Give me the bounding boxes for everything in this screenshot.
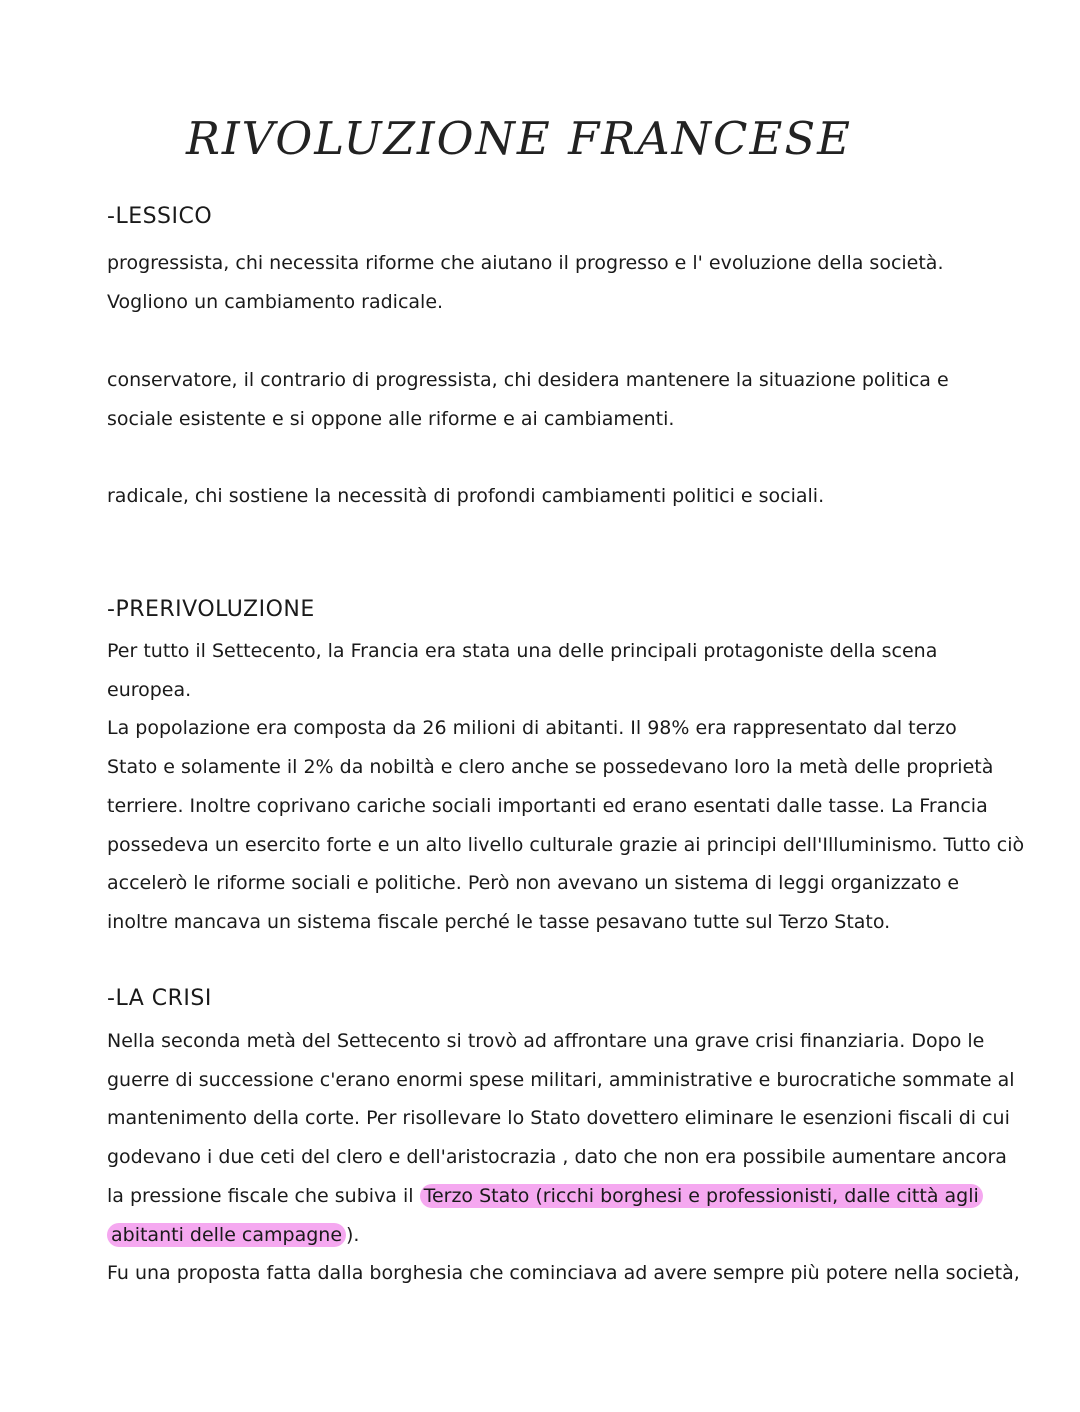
text-line: accelerò le riforme sociali e politiche. Però non avevano un sistema di leggi organizzato e bbox=[107, 872, 960, 895]
text-line: sociale esistente e si oppone alle riforme e ai cambiamenti. bbox=[107, 407, 675, 430]
paragraph-prerivoluzione bbox=[107, 632, 1025, 942]
text-line: godevano i due ceti del clero e dell'aristocrazia , dato che non era possibile aumentare ancora bbox=[107, 1146, 1007, 1169]
paragraph-crisi bbox=[107, 1022, 1020, 1293]
text-line: inoltre mancava un sistema fiscale perché le tasse pesavano tutte sul Terzo Stato. bbox=[107, 910, 891, 933]
paragraph-progressista bbox=[107, 244, 977, 321]
text-plain: la pressione fiscale che subiva il bbox=[107, 1184, 414, 1207]
text-line: Nella seconda metà del Settecento si trovò ad affrontare una grave crisi finanziaria. Dopo le bbox=[107, 1030, 985, 1052]
highlighted-text: abitanti delle campagne bbox=[107, 1223, 346, 1247]
text-line bbox=[107, 1216, 977, 1255]
paragraph-radicale bbox=[107, 477, 977, 516]
text-plain: ). bbox=[346, 1223, 360, 1246]
paragraph-conservatore bbox=[107, 361, 977, 438]
section-heading-lessico: -LESSICO bbox=[107, 204, 213, 229]
text-line bbox=[107, 1177, 977, 1216]
text-line: terriere. Inoltre coprivano cariche sociali importanti ed erano esentati dalle tasse. La Francia bbox=[107, 794, 988, 817]
section-heading-crisi: -LA CRISI bbox=[107, 986, 212, 1011]
highlighted-text: Terzo Stato (ricchi borghesi e professionisti, dalle città agli bbox=[420, 1184, 983, 1208]
text-line: mantenimento della corte. Per risollevare lo Stato dovettero eliminare le esenzioni fiscali di cui bbox=[107, 1107, 1010, 1130]
text-line: La popolazione era composta da 26 milioni di abitanti. Il 98% era rappresentato dal terzo bbox=[107, 717, 957, 740]
text-line: guerre di successione c'erano enormi spese militari, amministrative e burocratiche sommate al bbox=[107, 1068, 1015, 1091]
text-line: europea. bbox=[107, 678, 192, 701]
page-title: RIVOLUZIONE FRANCESE bbox=[186, 112, 853, 165]
text-line: progressista, chi necessita riforme che aiutano il progresso e l' evoluzione della società. bbox=[107, 252, 944, 274]
text-line: Fu una proposta fatta dalla borghesia che cominciava ad avere sempre più potere nella società, bbox=[107, 1262, 1020, 1285]
text-line: Per tutto il Settecento, la Francia era stata una delle principali protagoniste della scena bbox=[107, 640, 938, 662]
text-line: Stato e solamente il 2% da nobiltà e clero anche se possedevano loro la metà delle proprietà bbox=[107, 756, 994, 779]
text-line: possedeva un esercito forte e un alto livello culturale grazie ai principi dell'Illuminismo. Tutto ciò bbox=[107, 833, 1025, 856]
section-heading-prerivoluzione: -PRERIVOLUZIONE bbox=[107, 597, 315, 622]
text-line: radicale, chi sostiene la necessità di profondi cambiamenti politici e sociali. bbox=[107, 485, 825, 507]
text-line: conservatore, il contrario di progressista, chi desidera mantenere la situazione politica e bbox=[107, 369, 949, 391]
text-line: Vogliono un cambiamento radicale. bbox=[107, 290, 444, 313]
